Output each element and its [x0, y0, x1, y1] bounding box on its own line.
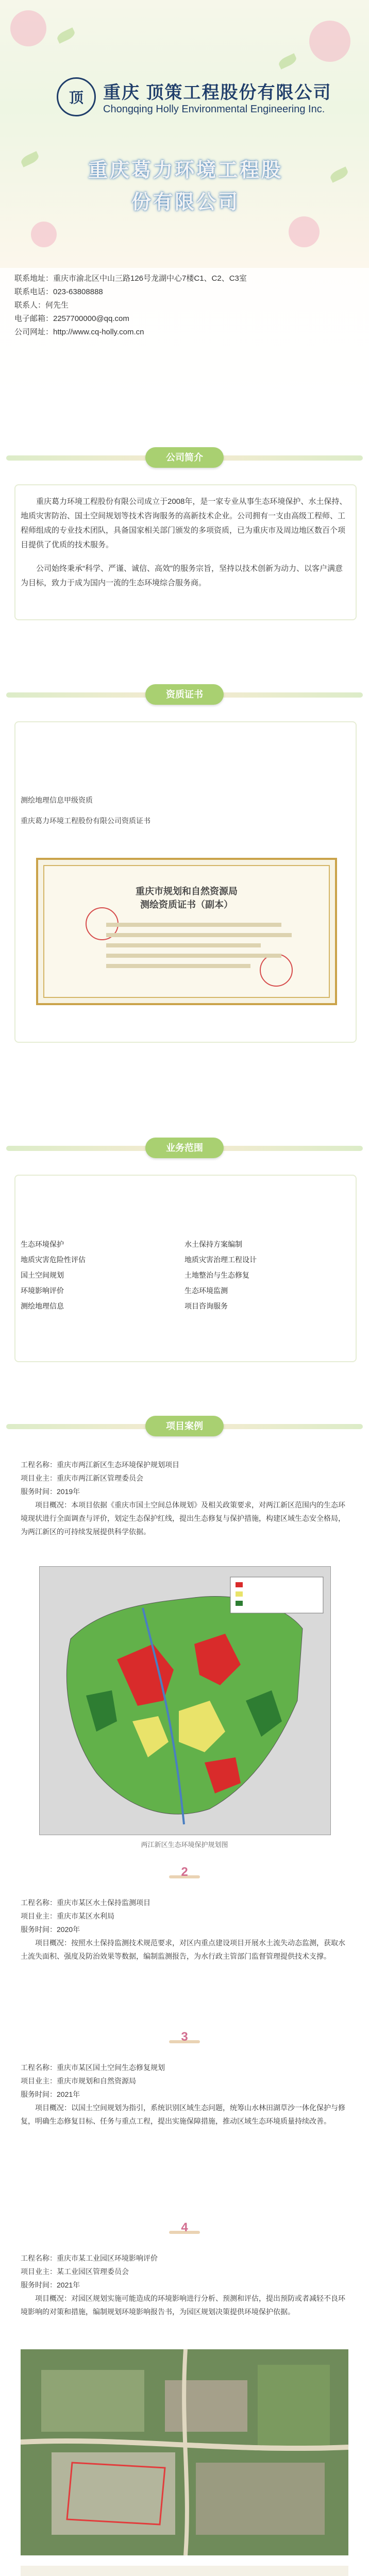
- case-3-desc: 项目概况：以国土空间规划为指引，系统识别区域生态问题，统筹山水林田湖草沙一体化保护与修复，明确生态修复目标、任务与重点工程，提出实施保障措施，推动区域生态环境质量持续改善。: [21, 2104, 345, 2125]
- case-2-desc: 项目概况：按照水土保持监测技术规范要求，对区内重点建设项目开展水土流失动态监测，获取水土流失面积、强度及防治效果等数据，编制监测报告，为水行政主管部门监督管理提供技术支撑。: [21, 1939, 345, 1960]
- case-3-time: 服务时间：2021年: [21, 2090, 80, 2098]
- scope-item: 土地整治与生态修复: [184, 1271, 249, 1279]
- scope-item: 水土保持方案编制: [184, 1240, 242, 1248]
- headline-line-2: 份有限公司: [131, 192, 240, 213]
- case-2-time: 服务时间：2020年: [21, 1925, 80, 1934]
- cert-caption: 重庆葛力环境工程股份有限公司资质证书: [21, 817, 150, 825]
- seal-icon: [260, 954, 293, 987]
- case-4-time: 服务时间：2021年: [21, 2281, 80, 2289]
- logo-icon: 顶: [57, 77, 96, 116]
- case-4-name: 工程名称：重庆市某工业园区环境影响评价: [21, 2254, 158, 2262]
- case-2-owner: 项目业主：重庆市某区水利局: [21, 1912, 114, 1920]
- case-1-map: [39, 1566, 331, 1835]
- leaf-decoration: [20, 151, 40, 167]
- scope-item: 地质灾害治理工程设计: [184, 1256, 257, 1264]
- case-3-owner: 项目业主：重庆市规划和自然资源局: [21, 2077, 136, 2085]
- scope-item: 地质灾害危险性评估: [21, 1256, 86, 1264]
- company-logo: [57, 77, 331, 116]
- scope-item: 测绘地理信息: [21, 1302, 64, 1310]
- scope-item: 环境影响评价: [21, 1286, 64, 1295]
- cert-heading: 测绘地理信息甲级资质: [21, 796, 93, 804]
- scope-item: 生态环境保护: [21, 1240, 64, 1248]
- blossom-decoration: [10, 10, 46, 46]
- section-title: 资质证书: [145, 684, 224, 705]
- blossom-decoration: [309, 21, 350, 62]
- case-4-desc: 项目概况：对园区规划实施可能造成的环境影响进行分析、预测和评估，提出预防或者减轻不良环境影响的对策和措施，编制规划环境影响报告书，为园区规划决策提供环境保护依据。: [21, 2294, 345, 2316]
- case-3-name: 工程名称：重庆市某区国土空间生态修复规划: [21, 2063, 165, 2072]
- case-1-time: 服务时间：2019年: [21, 1487, 80, 1496]
- leaf-decoration: [277, 53, 298, 70]
- scope-item: 项目咨询服务: [184, 1302, 228, 1310]
- address: 联系地址：重庆市渝北区中山三路126号龙湖中心7楼C1、C2、C3室: [14, 274, 247, 283]
- header-banner: [0, 0, 369, 268]
- planning-map-icon: [40, 1567, 330, 1835]
- leaf-decoration: [329, 166, 349, 183]
- email[interactable]: 电子邮箱：2257700000@qq.com: [14, 314, 129, 323]
- case-4-aerial-image: [21, 2349, 348, 2555]
- leaf-decoration: [56, 27, 76, 44]
- company-name-en: Chongqing Holly Environmental Engineering Inc.: [103, 104, 325, 115]
- certificate-image: [36, 858, 337, 1005]
- section-header-qualification: [0, 680, 369, 711]
- blossom-decoration: [289, 216, 320, 247]
- company-name-cn: 重庆: [103, 83, 140, 103]
- case-1-name: 工程名称：重庆市两江新区生态环境保护规划项目: [21, 1461, 179, 1469]
- section-title: 业务范围: [145, 1138, 224, 1158]
- case-1-desc: 项目概况：本项目依据《重庆市国土空间总体规划》及相关政策要求，对两江新区范围内的生态环境现状进行全面调查与评价，划定生态保护红线，提出生态修复与保护措施，构建区域生态安全格局，为两江新区的可持续发展提供科学依据。: [21, 1501, 345, 1536]
- headline-line-1: 重庆葛力环境工程股: [88, 160, 283, 181]
- case-2-number: 2: [181, 1865, 188, 1879]
- case-1-map-caption: 两江新区生态环境保护规划图: [141, 1841, 228, 1849]
- about-text-2: 公司始终秉承“科学、严谨、诚信、高效”的服务宗旨，坚持以技术创新为动力、以客户满意为目标，致力于成为国内一流的生态环境综合服务商。: [21, 564, 343, 587]
- section-header-about: [0, 443, 369, 474]
- case-4-owner: 项目业主：某工业园区管理委员会: [21, 2267, 129, 2276]
- website[interactable]: 公司网址：http://www.cq-holly.com.cn: [14, 328, 144, 336]
- case-4-number: 4: [181, 2221, 188, 2234]
- headline: [82, 155, 289, 218]
- about-text: 重庆葛力环境工程股份有限公司成立于2008年，是一家专业从事生态环境保护、水土保持、地质灾害防治、国土空间规划等技术咨询服务的高新技术企业。公司拥有一支由高级工程师、工程师组成的专业技术团队，具备国家相关部门颁发的多项资质，已为重庆市及周边地区数百个项目提供了优质的技术服务。: [21, 497, 347, 549]
- company-name-cn2: 顶策工程股份有限公司: [146, 83, 332, 103]
- scope-item: 国土空间规划: [21, 1271, 64, 1279]
- blossom-decoration: [31, 222, 57, 247]
- cert-title-line-1: 重庆市规划和自然资源局: [136, 886, 238, 896]
- section-header-scope: [0, 1133, 369, 1164]
- phone[interactable]: 联系电话：023-63808888: [14, 287, 103, 296]
- contact-person: 联系人：何先生: [14, 301, 69, 310]
- case-4-plan-image: [21, 2566, 348, 2576]
- contact-info: [14, 272, 355, 339]
- section-title: 项目案例: [145, 1416, 224, 1436]
- case-1-owner: 项目业主：重庆市两江新区管理委员会: [21, 1474, 143, 1482]
- case-3-number: 3: [181, 2030, 188, 2044]
- section-title: 公司简介: [145, 447, 224, 468]
- cert-title-line-2: 测绘资质证书（副本）: [140, 900, 233, 910]
- case-2-name: 工程名称：重庆市某区水土保持监测项目: [21, 1899, 150, 1907]
- scope-list: [21, 1236, 348, 1314]
- section-header-cases: [0, 1412, 369, 1443]
- scope-item: 生态环境监测: [184, 1286, 228, 1295]
